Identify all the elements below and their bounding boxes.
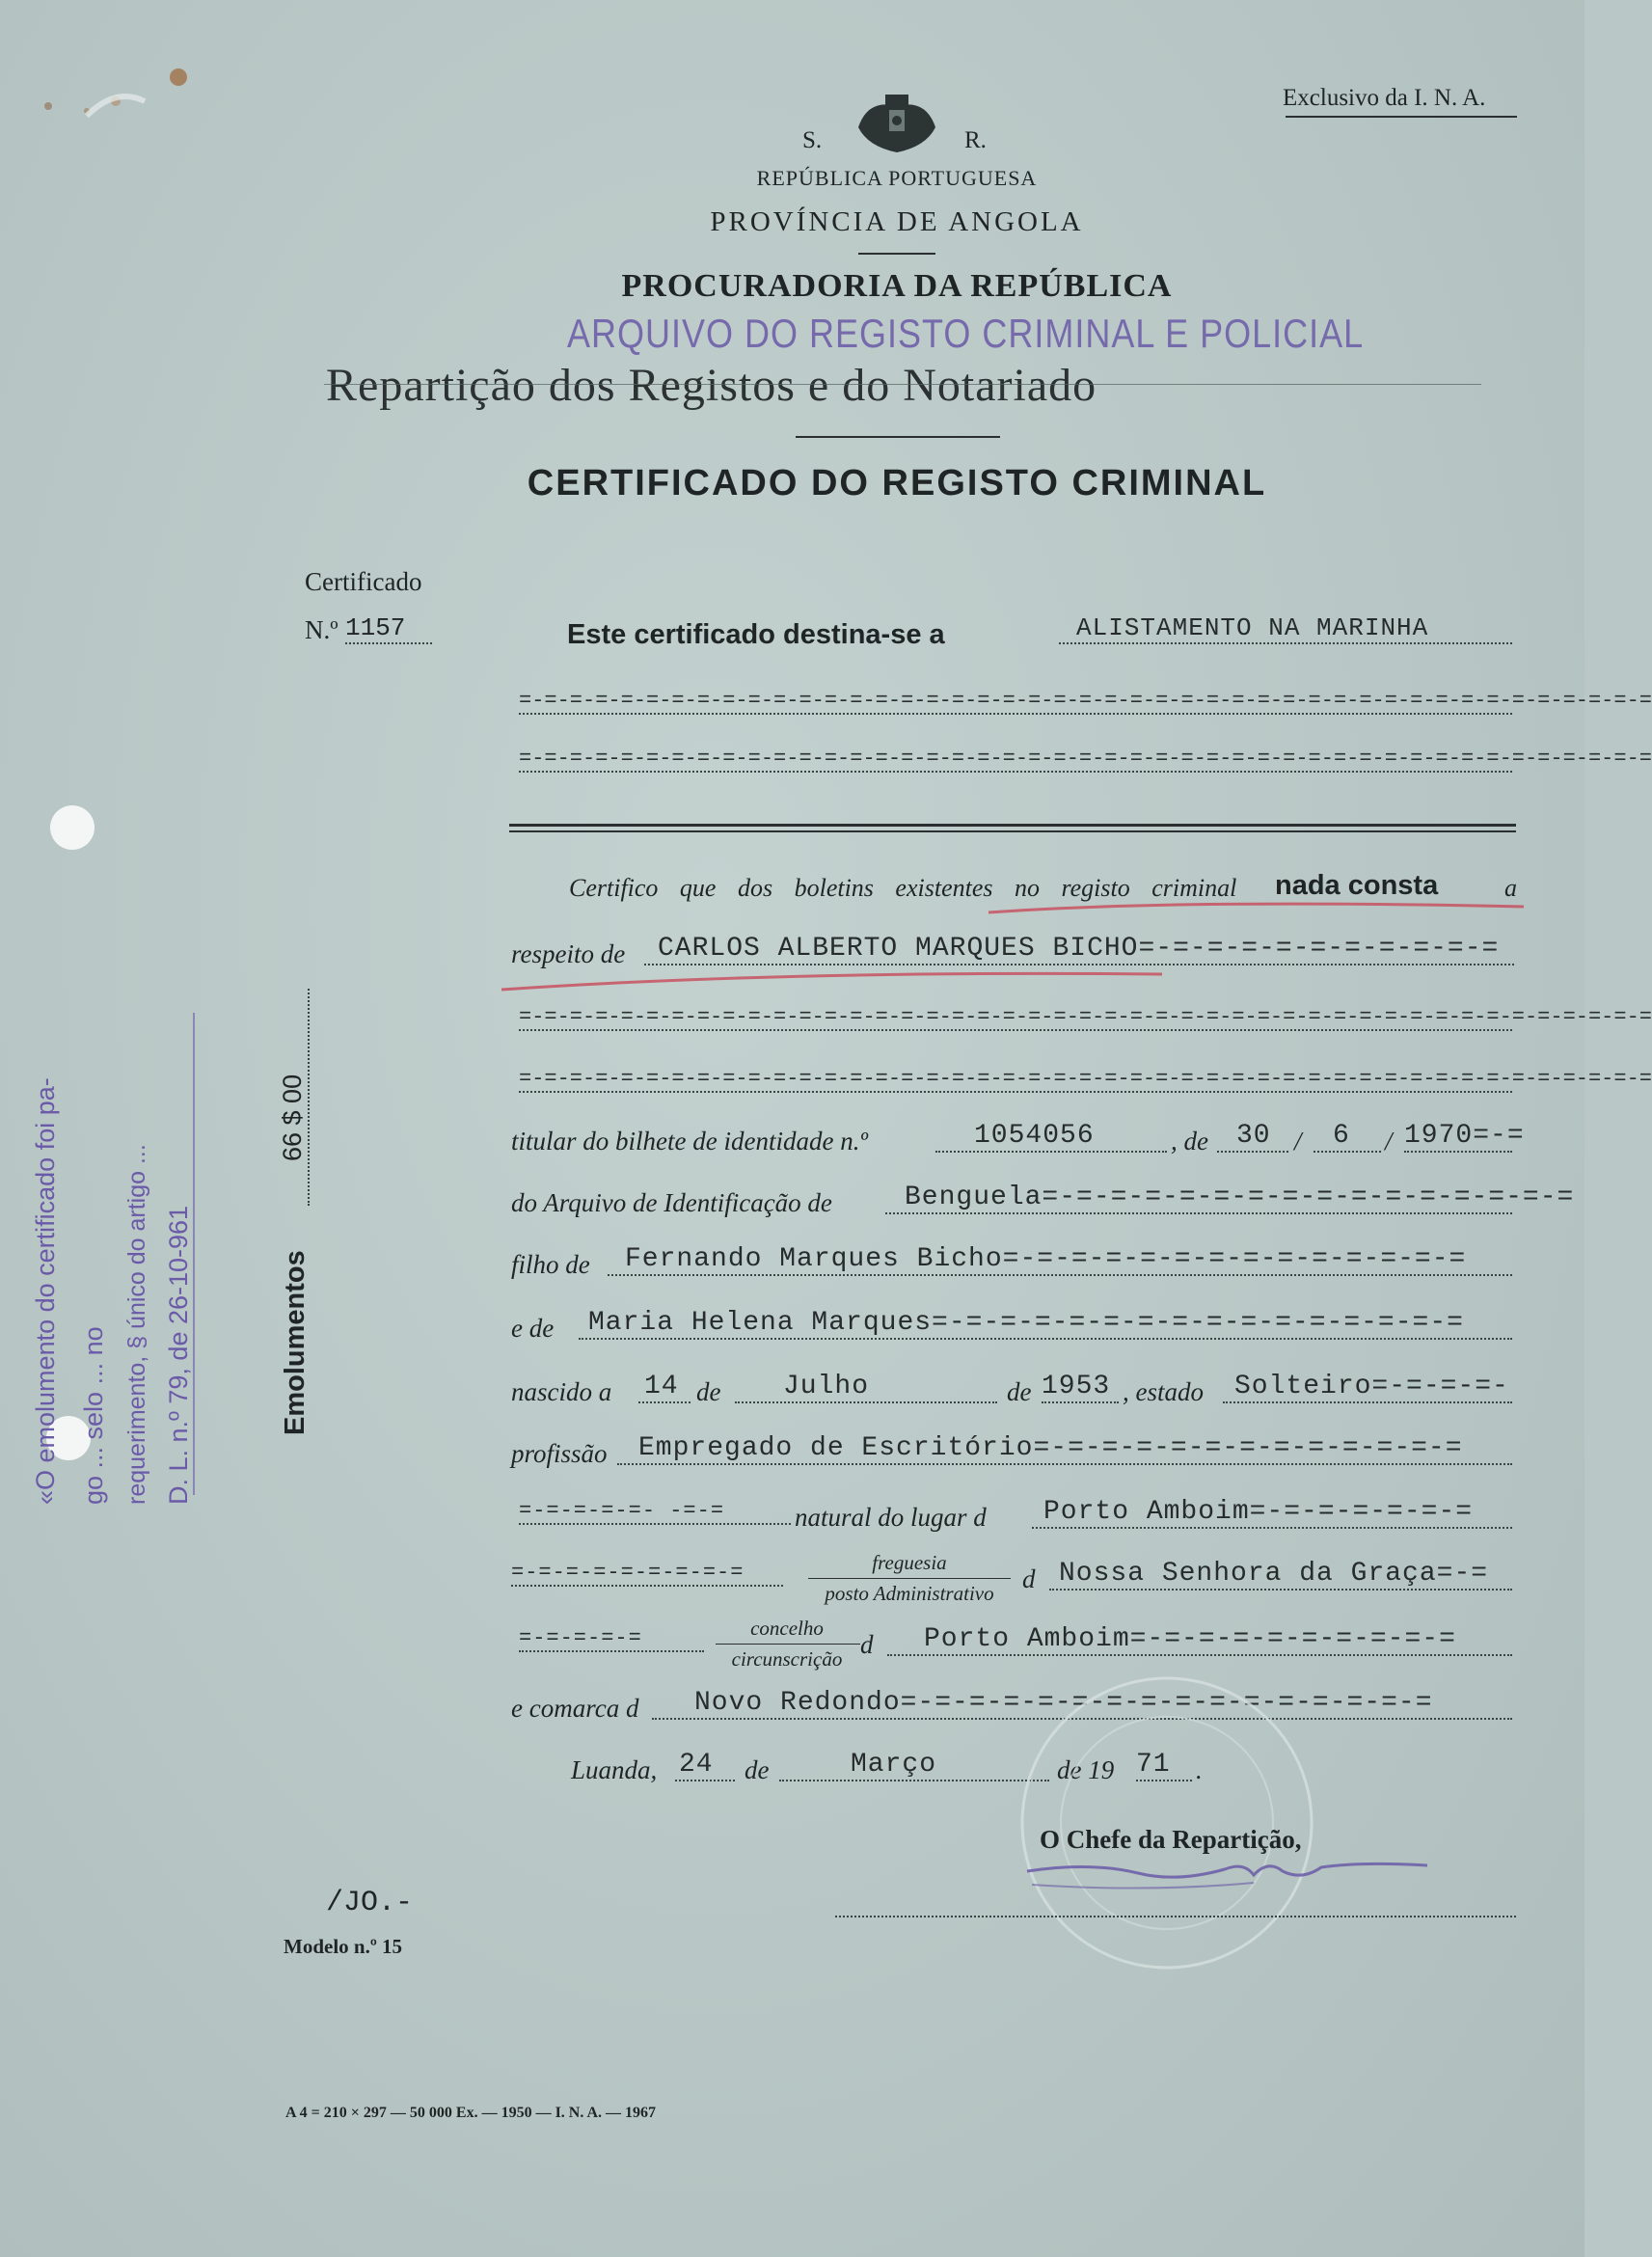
filler-row-1: =-=-=-=-=-=-=-=-=-=-=-=-=-=-=-=-=-=-=-=-=-=-=-=-=-=-=-=-=-=-=-=-=-=-=-=-=-=-=-=-=-=-=-=-=: [519, 689, 1652, 713]
divider-short: [858, 253, 935, 255]
issue-year: 71: [1136, 1750, 1192, 1781]
birth-year: 1953: [1042, 1372, 1119, 1403]
certifico-text: Certifico que dos boletins existentes no registo criminal: [569, 874, 1237, 902]
natural-value: Porto Amboim=-=-=-=-=-=-=: [1032, 1497, 1512, 1529]
slash-1: /: [1294, 1127, 1302, 1156]
filler-row-4: =-=-=-=-=-=-=-=-=-=-=-=-=-=-=-=-=-=-=-=-=-=-=-=-=-=-=-=-=-=-=-=-=-=-=-=-=-=-=-=-=-=-=-=-=: [519, 1067, 1652, 1091]
birth-day: 14: [638, 1372, 691, 1403]
freguesia-fraction-bar: [808, 1578, 1011, 1579]
circunscricao-label: circunscrição: [731, 1647, 843, 1671]
exclusive-underline: [1286, 116, 1517, 118]
exclusive-label: Exclusivo da I. N. A.: [1283, 85, 1486, 111]
concelho-value: Porto Amboim=-=-=-=-=-=-=-=-=-=: [887, 1624, 1512, 1656]
civil-status: Solteiro=-=-=-=-: [1223, 1372, 1512, 1403]
sr-left: S.: [802, 127, 823, 153]
comarca-value: Novo Redondo=-=-=-=-=-=-=-=-=-=-=-=-=-=-=-=: [652, 1688, 1512, 1720]
id-day: 30: [1217, 1121, 1288, 1153]
model-label: Modelo n.º 15: [284, 1935, 403, 1958]
signature-line: [835, 1916, 1516, 1917]
profissao-label: profissão: [511, 1439, 608, 1468]
sr-right: R.: [964, 127, 987, 153]
coat-of-arms-icon: [849, 89, 945, 158]
slash-2: /: [1385, 1127, 1393, 1156]
de-label-2: de: [696, 1377, 721, 1406]
chief-label: O Chefe da Repartição,: [1040, 1825, 1302, 1854]
reparticao-title: Repartição dos Registos e do Notariado: [326, 360, 1097, 411]
red-underline-1: [984, 891, 1533, 920]
freguesia-filler: =-=-=-=-=-=-=-=-=: [511, 1561, 783, 1587]
comarca-label: e comarca d: [511, 1694, 639, 1723]
double-rule: [509, 824, 1516, 832]
print-info: A 4 = 210 × 297 — 50 000 Ex. — 1950 — I. N. A. — 1967: [285, 2105, 657, 2121]
destination-value: ALISTAMENTO NA MARINHA: [1059, 613, 1512, 644]
period: .: [1196, 1755, 1203, 1784]
birth-month: Julho: [735, 1372, 997, 1403]
certificado-label: Certificado: [305, 567, 422, 596]
mother-value: Maria Helena Marques=-=-=-=-=-=-=-=-=-=-=-=-=-=-=-=: [579, 1308, 1512, 1340]
nada-consta: nada consta: [1275, 870, 1439, 901]
note-line-1: «O emolumento do certificado foi pa-: [31, 1077, 60, 1505]
cert-number-value: 1157: [345, 613, 432, 644]
republic-title: REPÚBLICA PORTUGUESA: [756, 166, 1038, 190]
concelho-fraction-bar: [716, 1644, 860, 1645]
freguesia-label: freguesia: [872, 1551, 947, 1574]
arquivo-value: Benguela=-=-=-=-=-=-=-=-=-=-=-=-=-=-=-=: [885, 1183, 1512, 1214]
destination-label: Este certificado destina-se a: [567, 619, 945, 650]
nascido-label: nascido a: [511, 1377, 612, 1406]
estado-label: , estado: [1123, 1377, 1204, 1406]
reparticao-strike: [324, 384, 1481, 385]
natural-label: natural do lugar d: [795, 1503, 987, 1532]
note-line-4: D. L. n.º 79, de 26-10-961: [164, 1205, 193, 1505]
freguesia-d: d: [1022, 1564, 1036, 1593]
father-value: Fernando Marques Bicho=-=-=-=-=-=-=-=-=-=-=-=-=-=: [608, 1244, 1512, 1276]
de-19-label: de 19: [1057, 1755, 1115, 1784]
titular-label: titular do bilhete de identidade n.º: [511, 1127, 868, 1156]
red-underline-2: [497, 965, 1172, 993]
fees-value: 66 $ 00: [278, 989, 310, 1206]
mother-label: e de: [511, 1314, 555, 1343]
issue-day: 24: [675, 1750, 735, 1781]
filler-row-3: =-=-=-=-=-=-=-=-=-=-=-=-=-=-=-=-=-=-=-=-=-=-=-=-=-=-=-=-=-=-=-=-=-=-=-=-=-=-=-=-=-=-=-=-=: [519, 1005, 1652, 1029]
id-number-value: 1054056: [935, 1121, 1167, 1153]
archive-stamp: ARQUIVO DO REGISTO CRIMINAL E POLICIAL: [567, 310, 1365, 356]
certificate-title: CERTIFICADO DO REGISTO CRIMINAL: [527, 463, 1267, 503]
concelho-label: concelho: [750, 1617, 824, 1640]
stain-marks: [29, 48, 203, 154]
luanda-label: Luanda,: [571, 1755, 658, 1784]
punch-hole-top: [50, 805, 95, 850]
divider-mid: [796, 436, 1000, 438]
province-title: PROVÍNCIA DE ANGOLA: [710, 206, 1084, 237]
filho-label: filho de: [511, 1250, 590, 1279]
note-line-2: go ... selo ... no: [79, 1326, 108, 1505]
filler-row-2: =-=-=-=-=-=-=-=-=-=-=-=-=-=-=-=-=-=-=-=-=-=-=-=-=-=-=-=-=-=-=-=-=-=-=-=-=-=-=-=-=-=-=-=-=: [519, 747, 1652, 771]
dry-seal: [1003, 1659, 1331, 1987]
respeito-label: respeito de: [511, 939, 626, 968]
de-label-4: de: [745, 1755, 770, 1784]
name-value: CARLOS ALBERTO MARQUES BICHO=-=-=-=-=-=-=-=-=-=-=: [644, 934, 1514, 965]
arquivo-label: do Arquivo de Identificação de: [511, 1188, 832, 1217]
cert-number-prefix: N.º: [305, 615, 339, 644]
de-label-1: , de: [1171, 1127, 1208, 1156]
id-month: 6: [1313, 1121, 1381, 1153]
concelho-d: d: [860, 1630, 874, 1659]
note-line-3: requerimento, § único do artigo ...: [123, 1144, 150, 1505]
emolumentos-label: Emolumentos: [280, 1250, 311, 1435]
de-label-3: de: [1007, 1377, 1032, 1406]
posto-label: posto Administrativo: [825, 1582, 994, 1605]
signature-mark: [1013, 1842, 1437, 1900]
profession-value: Empregado de Escritório=-=-=-=-=-=-=-=-=-=-=-=-=: [617, 1433, 1512, 1465]
issue-month: Março: [779, 1750, 1049, 1781]
natural-filler: =-=-=-=-=- -=-=: [519, 1499, 791, 1525]
certifico-a: a: [1504, 874, 1517, 902]
concelho-filler: =-=-=-=-=: [519, 1626, 704, 1652]
id-year: 1970=-=: [1404, 1121, 1525, 1151]
procuradoria-title: PROCURADORIA DA REPÚBLICA: [621, 268, 1173, 304]
initials: /JO.-: [326, 1887, 414, 1919]
freguesia-value: Nossa Senhora da Graça=-=: [1049, 1559, 1512, 1591]
note-rule: [193, 1013, 195, 1495]
